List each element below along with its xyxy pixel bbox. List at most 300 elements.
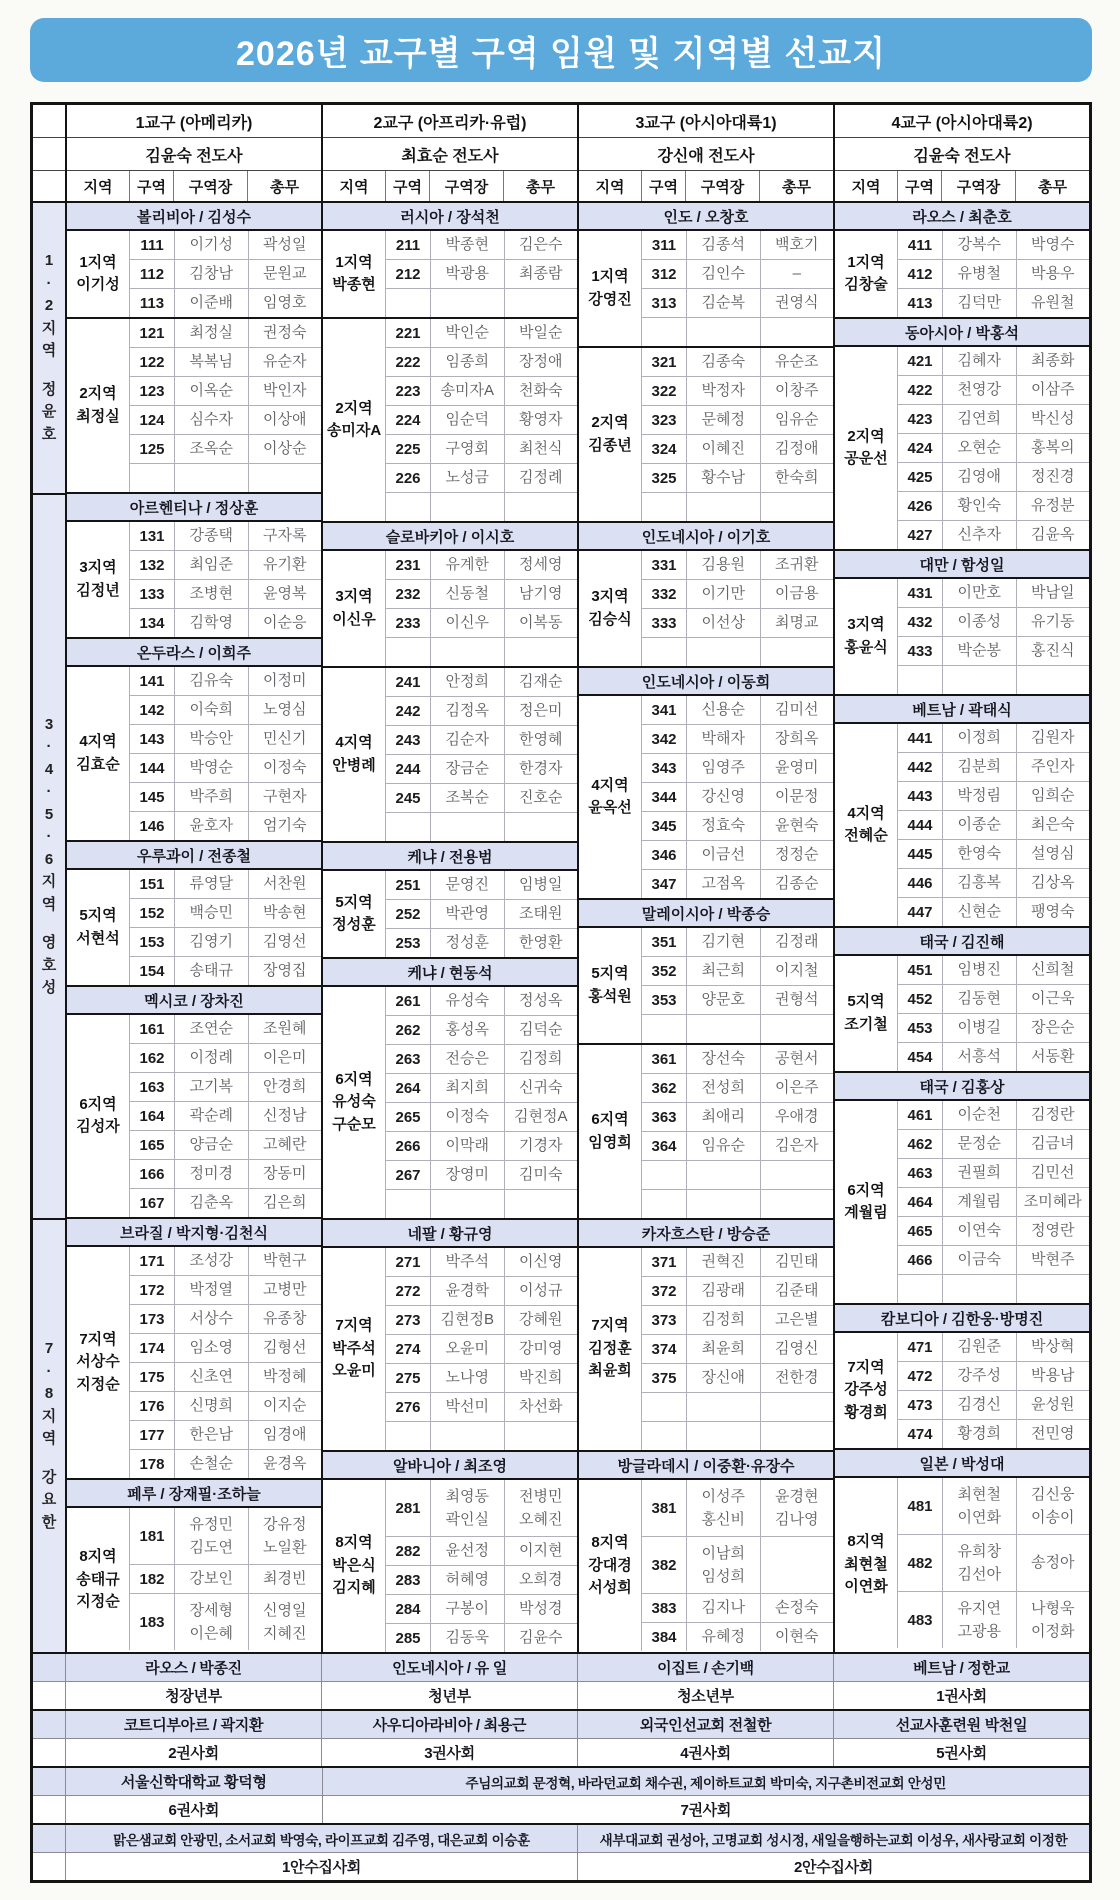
- secretary-cell: [760, 1015, 834, 1043]
- secretary-cell: [504, 1161, 578, 1189]
- table-row: [641, 1480, 833, 1536]
- bottom-cell: 1권사회: [833, 1682, 1089, 1709]
- region-block: [323, 985, 577, 1218]
- leader-cell: [686, 1248, 760, 1276]
- bottom-row: [33, 1766, 1089, 1795]
- table-row: [385, 1305, 577, 1334]
- country-header: 아르헨티나 / 정상훈: [67, 492, 321, 520]
- region-rows: [385, 1480, 577, 1652]
- bottom-cell: 인도네시아 / 유 일: [321, 1654, 577, 1681]
- secretary-cell: [760, 1594, 834, 1622]
- secretary-cell: [1016, 1043, 1090, 1071]
- secretary-cell: [504, 1016, 578, 1044]
- parish-title: 2교구 (아프리카·유럽): [323, 105, 577, 138]
- name-line: 강복수: [957, 236, 1001, 254]
- secretary-cell: [760, 1132, 834, 1160]
- code-cell: 245: [385, 784, 430, 812]
- name-line: 지혜진: [263, 1625, 307, 1642]
- leader-cell: [686, 957, 760, 985]
- name-line: 서동환: [1031, 1048, 1075, 1066]
- table-row: [129, 753, 321, 782]
- table-row: [385, 319, 577, 347]
- code-cell: 471: [897, 1333, 942, 1361]
- code-cell: 274: [385, 1335, 430, 1363]
- name-line: 장선숙: [701, 1050, 745, 1068]
- table-row: [897, 1158, 1089, 1187]
- bottom-cell: 외국인선교회 전철한: [577, 1711, 833, 1738]
- country-header: 동아시아 / 박홍석: [835, 317, 1089, 345]
- leader-cell: [174, 667, 248, 695]
- secretary-cell: [504, 580, 578, 608]
- code-cell: 141: [129, 667, 174, 695]
- name-line: 최종람: [519, 265, 563, 283]
- region-block: [579, 1478, 833, 1652]
- region-rows: [385, 987, 577, 1218]
- region-zone-cell: [835, 1101, 897, 1303]
- leader-cell: [942, 289, 1016, 317]
- region-block: [323, 229, 577, 317]
- table-row: [385, 1131, 577, 1160]
- bottom-cell: 4권사회: [577, 1739, 833, 1766]
- leader-cell: [174, 1102, 248, 1130]
- region-zone-label: 8지역: [79, 1548, 117, 1566]
- region-block: [835, 1331, 1089, 1448]
- name-line: 이기만: [701, 585, 745, 603]
- bottom-row: [33, 1681, 1089, 1709]
- name-line: 양문호: [701, 991, 745, 1009]
- leader-cell: [430, 697, 504, 725]
- code-cell: [641, 1422, 686, 1450]
- table-row: [129, 1333, 321, 1362]
- parish-column-1: [65, 105, 321, 1652]
- leader-cell: [430, 1248, 504, 1276]
- secretary-cell: [504, 755, 578, 783]
- code-cell: 173: [129, 1305, 174, 1333]
- region-block: [835, 577, 1089, 694]
- name-line: 신영일: [263, 1601, 307, 1619]
- secretary-cell: [1016, 637, 1090, 665]
- region-zone-label: 2지역: [79, 385, 117, 402]
- name-line: 이창주: [775, 382, 819, 400]
- leader-cell: [430, 551, 504, 579]
- country-header: 말레이시아 / 박종승: [579, 898, 833, 926]
- region-zone-leader: 김지혜: [332, 1579, 376, 1597]
- name-line: 서찬원: [263, 875, 307, 893]
- table-row: [897, 347, 1089, 375]
- gutter-label-char: 역: [41, 342, 57, 360]
- column-header-cell: 구역장: [173, 171, 247, 201]
- region-block: [323, 666, 577, 841]
- name-line: 홍신비: [701, 1511, 745, 1528]
- name-line: 이금선: [701, 846, 745, 864]
- code-cell: [641, 638, 686, 666]
- gutter-header-spacer: [33, 171, 65, 203]
- name-line: 김은자: [775, 1137, 819, 1155]
- region-zone-cell: [579, 348, 641, 521]
- leader-cell: [174, 580, 248, 608]
- name-line: 복복님: [189, 353, 233, 371]
- secretary-cell: [1016, 347, 1090, 375]
- name-line: 이준배: [189, 294, 233, 312]
- table-row: [385, 1363, 577, 1392]
- region-zone-cell: [835, 231, 897, 317]
- region-zone-cell: [835, 579, 897, 694]
- region-rows: [897, 724, 1089, 926]
- table-row: [897, 520, 1089, 549]
- table-row: [641, 637, 833, 666]
- name-line: 이정희: [957, 729, 1001, 747]
- leader-cell: [942, 782, 1016, 810]
- region-zone-cell: [67, 231, 129, 317]
- secretary-cell: [504, 784, 578, 812]
- region-zone-cell: [835, 1333, 897, 1448]
- name-line: 김정옥: [445, 702, 489, 720]
- leader-cell: [430, 1537, 504, 1565]
- name-line: 김동욱: [445, 1629, 489, 1647]
- secretary-cell: [760, 551, 834, 579]
- code-cell: 145: [129, 783, 174, 811]
- name-line: 기경자: [519, 1137, 563, 1155]
- region-block: [835, 345, 1089, 549]
- leader-cell: [430, 1190, 504, 1218]
- region-zone-label: 2지역: [335, 399, 373, 417]
- region-rows: [385, 668, 577, 841]
- gutter-leader-char: 성: [41, 979, 57, 997]
- table-row: [385, 637, 577, 666]
- bottom-cell: 라오스 / 박종진: [65, 1654, 321, 1681]
- name-line: 이종성: [957, 613, 1001, 631]
- name-line: 김선아: [957, 1566, 1001, 1583]
- code-cell: 223: [385, 377, 430, 405]
- code-cell: 345: [641, 812, 686, 840]
- name-line: 홍진식: [1031, 642, 1075, 660]
- column-header-row: [579, 171, 833, 203]
- secretary-cell: [504, 929, 578, 957]
- table-row: [129, 1188, 321, 1217]
- name-line: 김덕만: [957, 294, 1001, 312]
- table-row: [129, 1564, 321, 1593]
- region-zone-label: 5지역: [335, 893, 373, 911]
- region-zone-label: 4지역: [591, 776, 629, 794]
- name-line: 노성금: [445, 469, 489, 487]
- name-line: 최애리: [701, 1108, 745, 1126]
- name-line: 이은주: [775, 1079, 819, 1097]
- code-cell: 351: [641, 928, 686, 956]
- table-row: [129, 463, 321, 492]
- code-cell: 242: [385, 697, 430, 725]
- name-line: 김재순: [519, 673, 563, 691]
- secretary-cell: [760, 377, 834, 405]
- code-cell: 483: [897, 1592, 942, 1648]
- leader-cell: [942, 1188, 1016, 1216]
- secretary-cell: [504, 871, 578, 899]
- name-line: 이은혜: [189, 1625, 233, 1642]
- table-row: [641, 288, 833, 317]
- secretary-cell: [248, 1334, 322, 1362]
- name-line: 구자록: [263, 527, 307, 545]
- name-line: 김정란: [1031, 1106, 1075, 1124]
- region-rows: [641, 348, 833, 521]
- code-cell: 225: [385, 435, 430, 463]
- name-line: 박남일: [1031, 584, 1075, 602]
- gutter-label-char: 지: [41, 873, 57, 891]
- table-row: [385, 1276, 577, 1305]
- secretary-cell: [760, 1306, 834, 1334]
- name-line: 최명교: [775, 614, 819, 632]
- gutter-label-char: 4: [44, 760, 54, 778]
- bottom-cell: 5권사회: [833, 1739, 1089, 1766]
- code-cell: 361: [641, 1045, 686, 1073]
- region-block: [67, 229, 321, 317]
- name-line: 유희창: [957, 1542, 1001, 1560]
- code-cell: 374: [641, 1335, 686, 1363]
- secretary-cell: [760, 1103, 834, 1131]
- region-rows: [129, 319, 321, 492]
- table-row: [129, 1159, 321, 1188]
- secretary-cell: [760, 812, 834, 840]
- table-row: [129, 1449, 321, 1478]
- secretary-cell: [760, 986, 834, 1014]
- region-zone-cell: [579, 1248, 641, 1450]
- code-cell: 373: [641, 1306, 686, 1334]
- name-line: 박승안: [189, 730, 233, 748]
- gutter-segment: [33, 493, 65, 1218]
- code-cell: 321: [641, 348, 686, 376]
- name-line: 서흥석: [957, 1048, 1001, 1066]
- region-rows: [641, 231, 833, 346]
- secretary-cell: [248, 667, 322, 695]
- leader-cell: [174, 899, 248, 927]
- code-cell: 474: [897, 1420, 942, 1448]
- country-header: 볼리비아 / 김성수: [67, 203, 321, 229]
- gutter-leader-char: 호: [41, 425, 57, 443]
- country-header: 알바니아 / 최조영: [323, 1450, 577, 1478]
- name-line: 유계한: [445, 556, 489, 574]
- secretary-cell: [248, 1305, 322, 1333]
- name-line: 신현순: [957, 903, 1001, 921]
- secretary-cell: [248, 319, 322, 347]
- code-cell: 172: [129, 1276, 174, 1304]
- table-row: [385, 987, 577, 1015]
- name-line: 최영동: [445, 1487, 489, 1505]
- name-line: 양금순: [189, 1136, 233, 1154]
- name-line: 임영호: [263, 294, 307, 312]
- name-line: 박인순: [445, 324, 489, 342]
- region-zone-label: 3지역: [79, 559, 117, 576]
- leader-cell: [942, 985, 1016, 1013]
- region-zone-label: 5지역: [79, 907, 117, 924]
- secretary-cell: [248, 260, 322, 288]
- name-line: 고기복: [189, 1078, 233, 1096]
- name-line: 이지철: [775, 962, 819, 980]
- table-row: [129, 550, 321, 579]
- leader-cell: [174, 1450, 248, 1478]
- code-cell: 344: [641, 783, 686, 811]
- code-cell: 276: [385, 1393, 430, 1421]
- name-line: 곽성일: [263, 236, 307, 254]
- region-block: [579, 549, 833, 666]
- table-row: [897, 1534, 1089, 1591]
- column-header-cell: 총무: [759, 171, 833, 201]
- bottom-cell: 1안수집사회: [65, 1853, 577, 1880]
- name-line: 정미경: [189, 1165, 233, 1183]
- region-zone-cell: [67, 870, 129, 985]
- table-row: [641, 1102, 833, 1131]
- name-line: 김영신: [775, 1340, 819, 1358]
- code-cell: 465: [897, 1217, 942, 1245]
- secretary-cell: [248, 1073, 322, 1101]
- secretary-cell: [1016, 1362, 1090, 1390]
- name-line: 임성희: [701, 1568, 745, 1585]
- region-zone-leader: 서상수: [76, 1353, 120, 1371]
- code-cell: 427: [897, 521, 942, 549]
- country-header: 베트남 / 곽태식: [835, 694, 1089, 722]
- name-line: 윤현숙: [775, 817, 819, 835]
- leader-cell: [686, 1132, 760, 1160]
- column-header-cell: 구역: [129, 171, 173, 201]
- region-zone-leader: 강대경: [588, 1556, 632, 1574]
- name-line: 김종석: [701, 236, 745, 254]
- leader-cell: [174, 1131, 248, 1159]
- code-cell: 466: [897, 1246, 942, 1274]
- region-zone-cell: [67, 1508, 129, 1652]
- secretary-cell: [760, 1074, 834, 1102]
- table-row: [641, 259, 833, 288]
- secretary-cell: [1016, 1275, 1090, 1303]
- table-row: [641, 317, 833, 346]
- code-cell: 324: [641, 435, 686, 463]
- name-line: 허혜영: [445, 1571, 489, 1589]
- table-row: [897, 665, 1089, 694]
- code-cell: 347: [641, 870, 686, 898]
- region-zone-leader: 이기성: [76, 276, 120, 293]
- leader-cell: [174, 1189, 248, 1217]
- leader-cell: [686, 928, 760, 956]
- leader-cell: [942, 579, 1016, 607]
- leader-cell: [942, 1217, 1016, 1245]
- code-cell: 413: [897, 289, 942, 317]
- region-zone-label: 2지역: [847, 427, 885, 445]
- leader-cell: [942, 376, 1016, 404]
- name-line: 홍복의: [1031, 439, 1075, 457]
- secretary-cell: [1016, 811, 1090, 839]
- leader-cell: [686, 1623, 760, 1651]
- secretary-cell: [504, 1364, 578, 1392]
- name-line: 조원혜: [263, 1020, 307, 1038]
- code-cell: 375: [641, 1364, 686, 1392]
- code-cell: 333: [641, 609, 686, 637]
- leader-cell: [174, 1044, 248, 1072]
- leader-cell: [942, 231, 1016, 259]
- name-line: 고점옥: [701, 875, 745, 893]
- secretary-cell: [1016, 869, 1090, 897]
- table-row: [385, 1536, 577, 1565]
- code-cell: 281: [385, 1480, 430, 1536]
- region-rows: [897, 1333, 1089, 1448]
- name-line: 이병길: [957, 1019, 1001, 1037]
- secretary-cell: [248, 754, 322, 782]
- code-cell: [129, 464, 174, 492]
- code-cell: 464: [897, 1188, 942, 1216]
- leader-cell: [430, 377, 504, 405]
- name-line: 김현정A: [514, 1108, 568, 1126]
- secretary-cell: [760, 957, 834, 985]
- country-header: 대만 / 함성일: [835, 549, 1089, 577]
- name-line: 임유순: [701, 1137, 745, 1155]
- region-block: [323, 317, 577, 521]
- region-rows: [897, 1478, 1089, 1652]
- name-line: 조복순: [445, 789, 489, 807]
- table-row: [129, 522, 321, 550]
- secretary-cell: [248, 812, 322, 840]
- name-line: 이정화: [1031, 1623, 1075, 1640]
- code-cell: 262: [385, 1016, 430, 1044]
- region-zone-leader: 송미자A: [326, 422, 382, 439]
- secretary-cell: [1016, 434, 1090, 462]
- region-block: [323, 549, 577, 666]
- secretary-cell: [248, 289, 322, 317]
- region-zone-leader: 공운선: [844, 450, 888, 467]
- table-row: [897, 1478, 1089, 1534]
- name-line: 이혜진: [701, 440, 745, 458]
- table-row: [385, 231, 577, 259]
- name-line: 김분희: [957, 758, 1001, 776]
- secretary-cell: [248, 1508, 322, 1564]
- code-cell: [641, 493, 686, 521]
- name-line: 김종순: [775, 875, 819, 893]
- name-line: 유정분: [1031, 497, 1075, 515]
- name-line: 정진경: [1031, 468, 1075, 486]
- region-rows: [385, 871, 577, 957]
- region-zone-leader: 오윤미: [332, 1362, 376, 1380]
- code-cell: 212: [385, 260, 430, 288]
- secretary-cell: [248, 1594, 322, 1650]
- secretary-cell: [1016, 376, 1090, 404]
- secretary-cell: [248, 1421, 322, 1449]
- code-cell: 224: [385, 406, 430, 434]
- region-zone-label: 6지역: [79, 1095, 117, 1113]
- code-cell: 453: [897, 1014, 942, 1042]
- code-cell: 284: [385, 1595, 430, 1623]
- secretary-cell: [760, 580, 834, 608]
- secretary-cell: [760, 1393, 834, 1421]
- name-line: 김윤수: [519, 1629, 563, 1647]
- name-line: 백호기: [775, 236, 819, 254]
- name-line: 김기현: [701, 933, 745, 951]
- region-rows: [385, 231, 577, 317]
- region-rows: [897, 956, 1089, 1071]
- table-row: [641, 376, 833, 405]
- name-line: 김정희: [701, 1311, 745, 1329]
- name-line: 오희경: [519, 1571, 563, 1589]
- leader-cell: [942, 869, 1016, 897]
- region-zone-label: 1지역: [847, 253, 885, 271]
- name-line: 김정래: [775, 933, 819, 951]
- region-zone-cell: [67, 1247, 129, 1478]
- name-line: 구영회: [445, 440, 489, 458]
- region-zone-cell: [579, 1045, 641, 1218]
- name-line: 김연희: [957, 410, 1001, 428]
- leader-cell: [942, 1130, 1016, 1158]
- secretary-cell: [1016, 1592, 1090, 1648]
- name-line: 전한경: [775, 1369, 819, 1387]
- secretary-cell: [1016, 753, 1090, 781]
- bottom-row: [33, 1852, 1089, 1880]
- name-line: 강유정: [263, 1515, 307, 1533]
- region-zone-cell: [323, 1248, 385, 1450]
- table-row: [129, 579, 321, 608]
- leader-cell: [430, 580, 504, 608]
